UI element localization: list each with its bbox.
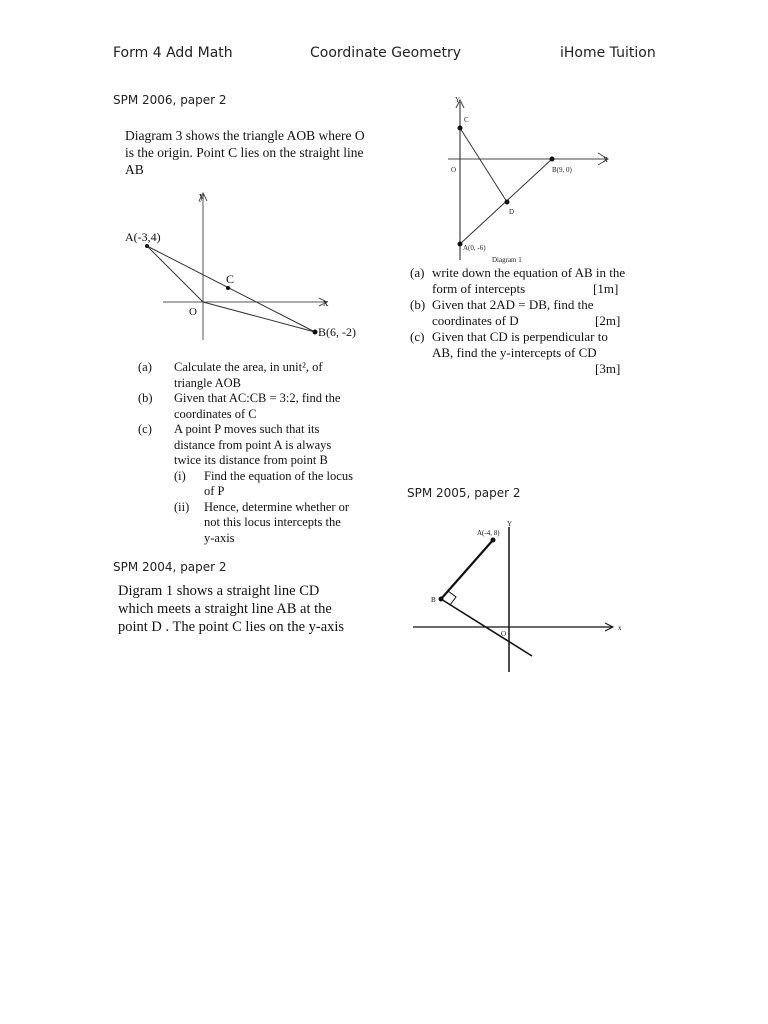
label-a: A(-3,4) xyxy=(125,230,161,244)
question-b-label: (b) xyxy=(410,297,426,312)
point-d xyxy=(505,200,510,205)
question-a-line: form of intercepts xyxy=(432,281,526,296)
segment-ao xyxy=(147,246,203,302)
question-b-line: coordinates of D xyxy=(432,313,519,328)
question-b-line: Given that 2AD = DB, find the xyxy=(432,297,594,312)
question-c-line: A point P moves such that its xyxy=(174,422,320,436)
spm2006-questions xyxy=(138,360,378,545)
header-right: iHome Tuition xyxy=(560,45,656,61)
question-a-line: Calculate the area, in unit², of xyxy=(174,360,323,374)
label-c: C xyxy=(464,116,469,124)
point-b xyxy=(313,330,318,335)
question-cii-line: not this locus intercepts the xyxy=(204,515,341,529)
point-c xyxy=(458,126,463,131)
point-a xyxy=(458,242,463,247)
spm2004-questions xyxy=(410,265,640,380)
question-a-line: write down the equation of AB in the xyxy=(432,265,626,280)
question-c-label: (c) xyxy=(138,422,152,436)
label-o: O xyxy=(451,166,457,174)
spm2006-intro-line: AB xyxy=(125,162,144,177)
spm2004-heading: SPM 2004, paper 2 xyxy=(113,560,227,574)
point-a xyxy=(145,244,149,248)
spm2004-intro xyxy=(118,582,344,636)
question-a-line: triangle AOB xyxy=(174,375,242,390)
header-center: Coordinate Geometry xyxy=(310,45,462,61)
question-cii-label: (ii) xyxy=(174,499,190,514)
label-x: x xyxy=(618,624,622,632)
label-y: Y xyxy=(455,96,461,104)
question-c-line: Given that CD is perpendicular to xyxy=(432,329,608,344)
question-b-line: Given that AC:CB = 3:2, find the xyxy=(174,391,341,405)
point-b xyxy=(550,157,555,162)
label-b: B(9, 0) xyxy=(552,166,572,174)
segment-ab xyxy=(147,246,315,332)
spm2005-heading: SPM 2005, paper 2 xyxy=(407,486,521,500)
question-ci-label: (i) xyxy=(174,468,186,483)
question-c-marks: [3m] xyxy=(595,361,621,376)
question-b-line: coordinates of C xyxy=(174,406,257,421)
line-cd-ab-diagram xyxy=(440,92,620,267)
label-o: O xyxy=(501,630,507,638)
point-c xyxy=(226,286,230,290)
question-a-label: (a) xyxy=(138,360,152,374)
question-cii-line: y-axis xyxy=(204,530,235,545)
label-b: B(6, -2) xyxy=(318,325,356,339)
line-ab xyxy=(441,540,493,599)
point-b xyxy=(439,597,444,602)
point-a xyxy=(491,538,496,543)
label-o: O xyxy=(189,306,197,318)
question-a-marks: [1m] xyxy=(593,281,619,296)
question-ci-line: Find the equation of the locus xyxy=(204,468,353,483)
spm2006-intro-line: Diagram 3 shows the triangle AOB where O xyxy=(125,128,365,143)
question-a-label: (a) xyxy=(410,265,425,280)
label-y: y xyxy=(199,190,205,202)
label-y: Y xyxy=(507,520,513,528)
question-c-label: (c) xyxy=(410,329,425,344)
label-a: A(0, -6) xyxy=(463,244,486,252)
segment-ob xyxy=(203,302,315,332)
right-angle-marker xyxy=(448,591,456,605)
label-b: B xyxy=(431,596,436,604)
spm2006-heading: SPM 2006, paper 2 xyxy=(113,93,227,107)
line-cd xyxy=(460,128,507,202)
spm2006-intro-line: is the origin. Point C lies on the straight line xyxy=(125,145,364,160)
question-cii-line: Hence, determine whether or xyxy=(204,499,350,514)
triangle-aob-diagram xyxy=(115,185,356,350)
label-d: D xyxy=(509,208,515,216)
spm2004-intro-line: point D . The point C lies on the y-axis xyxy=(118,619,345,635)
question-c-line: twice its distance from point B xyxy=(174,453,328,467)
point-a-b-diagram xyxy=(405,515,635,675)
label-a: A(-4, 8) xyxy=(477,529,500,537)
diagram-caption: Diagram 1 xyxy=(492,256,522,264)
spm2006-intro xyxy=(125,127,365,178)
question-ci-line: of P xyxy=(204,484,225,498)
label-c: C xyxy=(226,272,235,286)
header-left: Form 4 Add Math xyxy=(113,45,233,61)
question-b-label: (b) xyxy=(138,391,153,405)
question-c-line: distance from point A is always xyxy=(174,437,332,452)
label-x: X xyxy=(603,156,609,164)
spm2004-intro-line: Digram 1 shows a straight line CD xyxy=(118,583,320,599)
label-x: x xyxy=(323,297,329,309)
question-c-line: AB, find the y-intercepts of CD xyxy=(432,345,597,360)
spm2004-intro-line: which meets a straight line AB at the xyxy=(118,601,332,617)
question-b-marks: [2m] xyxy=(595,313,621,328)
